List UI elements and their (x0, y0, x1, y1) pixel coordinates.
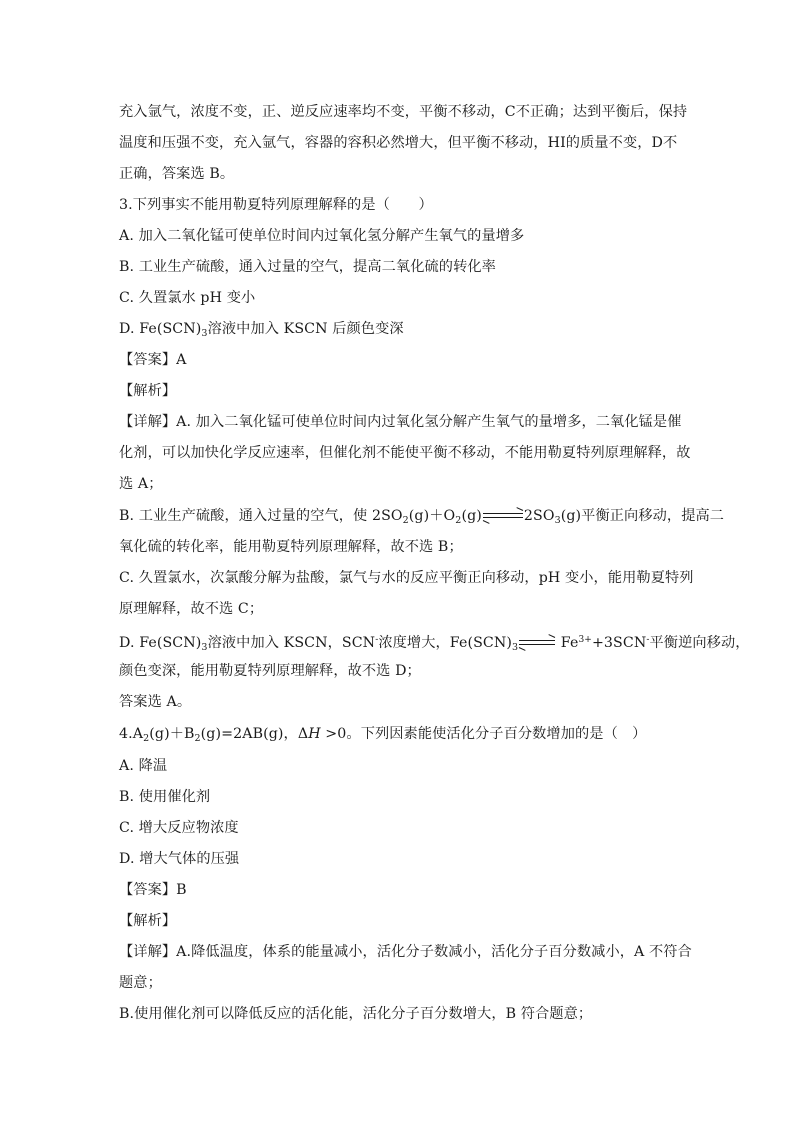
text-line: C. 久置氯水，次氯酸分解为盐酸，氯气与水的反应平衡正向移动，pH 变小，能用勒夏特列 (119, 570, 694, 586)
analysis-label: 【解析】 (119, 913, 177, 929)
text-line: B.使用催化剂可以降低反应的活化能，活化分子百分数增大，B 符合题意； (119, 1006, 593, 1022)
superscript: 3+ (578, 635, 592, 645)
text-run: 平衡逆向移动， (649, 635, 750, 651)
equilibrium-arrow-icon (519, 639, 555, 647)
subscript: 2 (402, 515, 409, 526)
text-run: B. 工业生产硫酸，通入过量的空气，使 2SO (119, 508, 403, 524)
question-4-option-b: B. 使用催化剂 (119, 789, 211, 805)
text-line: 题意； (119, 975, 162, 991)
question-4-option-d: D. 增大气体的压强 (119, 851, 240, 867)
question-3-option-a: A. 加入二氧化锰可使单位时间内过氧化氢分解产生氧气的量增多 (119, 228, 525, 244)
text-run: 溶液中加入 KSCN 后颜色变深 (207, 321, 404, 337)
answer-label: 【答案】B (119, 882, 187, 898)
answer-label: 【答案】A (119, 352, 187, 368)
text-run: (g)＋B (149, 726, 195, 742)
superscript: - (646, 635, 650, 645)
text-run: 4.A (119, 726, 144, 742)
question-3-option-d (119, 319, 404, 344)
subscript: 2 (194, 733, 201, 744)
text-line: 【详解】A. 加入二氧化锰可使单位时间内过氧化氢分解产生氧气的量增多，二氧化锰是催 (119, 414, 682, 430)
text-run: Fe (556, 635, 579, 651)
text-run: 溶液中加入 KSCN，SCN (207, 635, 376, 651)
text-line: 充入氩气，浓度不变，正、逆反应速率均不变，平衡不移动，C不正确；达到平衡后，保持 (119, 104, 688, 120)
text-line: 氧化硫的转化率，能用勒夏特列原理解释，故不选 B； (119, 539, 463, 555)
text-run: (g)=2AB(g)，Δ (200, 726, 309, 742)
question-3-stem: 3.下列事实不能用勒夏特列原理解释的是（ ） (119, 197, 433, 213)
subscript: 3 (554, 515, 561, 526)
text-line: 温度和压强不变，充入氩气，容器的容积必然增大，但平衡不移动，HI的质量不变，D不 (119, 135, 678, 151)
text-run: H (308, 726, 321, 742)
text-line: 化剂，可以加快化学反应速率，但催化剂不能使平衡不移动，不能用勒夏特列原理解释，故 (119, 445, 691, 461)
text-run: (g)＋O (408, 508, 456, 524)
text-line: 选 A； (119, 476, 163, 492)
text-line: 【详解】A.降低温度，体系的能量减小，活化分子数减小，活化分子百分数减小，A 不符合 (119, 944, 692, 960)
question-4-option-c: C. 增大反应物浓度 (119, 820, 239, 836)
text-run: 浓度增大，Fe(SCN) (378, 635, 513, 651)
text-run: D. Fe(SCN) (119, 635, 202, 651)
text-run: +3SCN (591, 635, 647, 651)
question-3-option-b: B. 工业生产硫酸，通入过量的空气，提高二氧化硫的转化率 (119, 259, 496, 275)
text-run: 2SO (523, 508, 555, 524)
text-line: 正确，答案选 B。 (119, 166, 235, 182)
subscript: 2 (455, 515, 462, 526)
text-line: 颜色变深，能用勒夏特列原理解释，故不选 D； (119, 663, 421, 679)
text-line: 答案选 A。 (119, 694, 192, 710)
equation-line (119, 630, 750, 658)
text-line: 原理解释，故不选 C； (119, 601, 264, 617)
text-run: (g) (461, 508, 482, 524)
subscript: 3 (512, 642, 519, 653)
question-4-option-a: A. 降温 (119, 758, 168, 774)
superscript: - (375, 635, 379, 645)
question-3-option-c: C. 久置氯水 pH 变小 (119, 290, 256, 306)
text-run: D. Fe(SCN) (119, 321, 202, 337)
equilibrium-arrow-icon (483, 512, 523, 520)
equation-line (119, 506, 724, 531)
question-4-stem (119, 724, 646, 749)
text-run: (g)平衡正向移动，提高二 (560, 508, 725, 524)
subscript: 3 (201, 642, 208, 653)
subscript: 3 (201, 328, 208, 339)
analysis-label: 【解析】 (119, 383, 177, 399)
subscript: 2 (143, 733, 150, 744)
text-run: >0。下列因素能使活化分子百分数增加的是（ ） (320, 726, 647, 742)
